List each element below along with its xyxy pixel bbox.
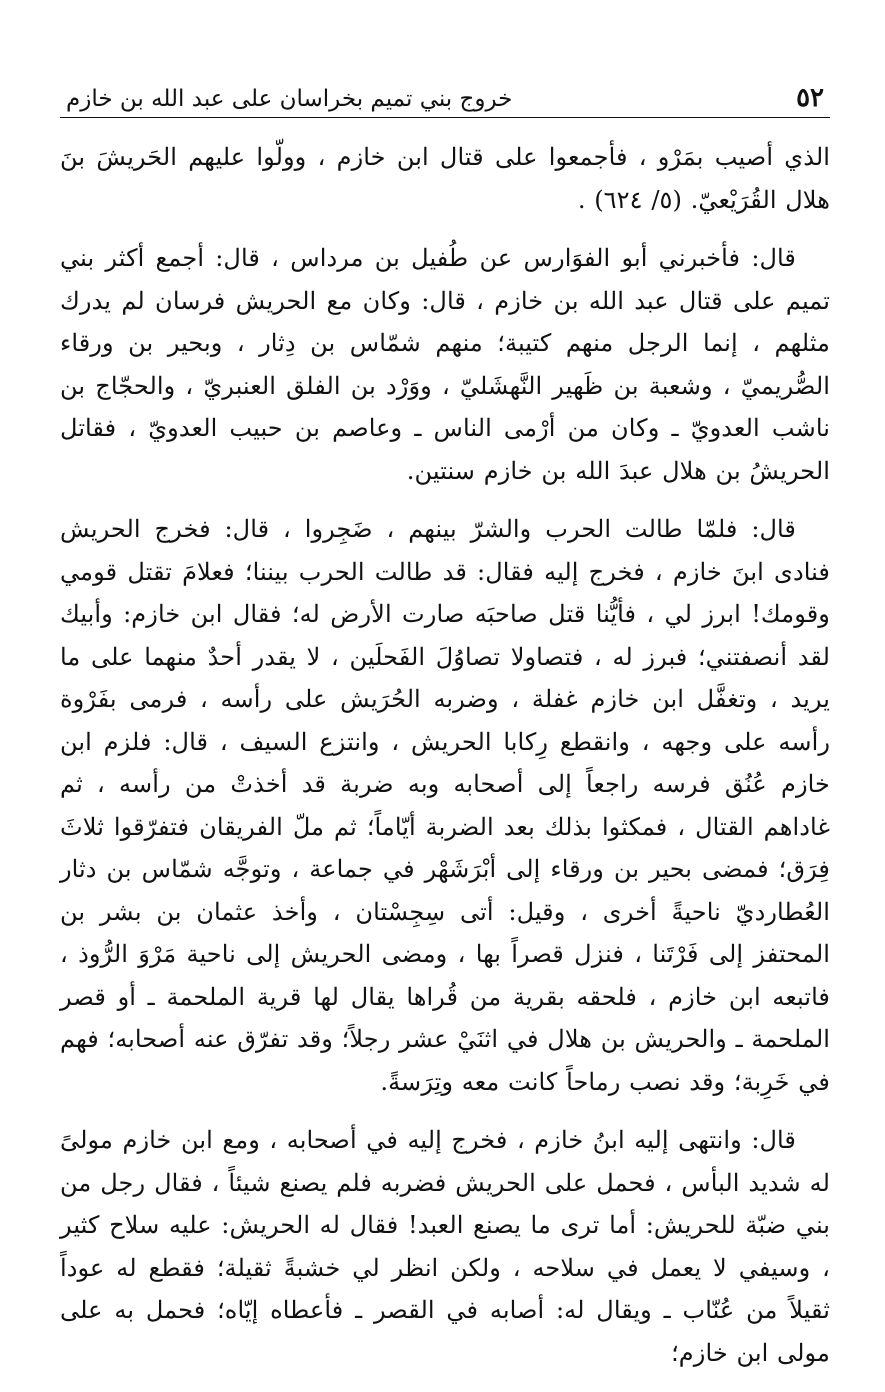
page-number: ٥٢ (796, 83, 824, 113)
paragraph: الذي أصيب بمَرْو ، فأجمعوا على قتال ابن خازم ، وولّوا عليهم الحَريشَ بنَ هلال القُرَيْعيّ. (٥/ ٦٢٤) . (60, 143, 830, 214)
paragraph: قال: فأخبرني أبو الفوَارس عن طُفيل بن مرداس ، قال: أجمع أكثر بني تميم على قتال عبد الله بن خازم ، قال: وكان مع الحريش فرسان لم يدرك مثلهم ، إنما الرجل منهم كتيبة؛ منهم شمّاس بن دِثار ، وبحير بن ورقاء الصُّريميّ ، وشعبة بن ظَهير النَّهشَليّ ، ووَرْد بن الفلق العنبريّ ، والحجّاج بن ناشب العدويّ ـ وكان من أرْمى الناس ـ وعاصم بن حبيب العدويّ ، فقاتل الحريشُ بن هلال عبدَ الله بن خازم سنتين. (60, 244, 830, 485)
paragraph: قال: فلمّا طالت الحرب والشرّ بينهم ، ضَجِروا ، قال: فخرج الحريش فنادى ابنَ خازم ، فخرج إليه فقال: قد طالت الحرب بيننا؛ فعلامَ تقتل قومي وقومك! ابرز لي ، فأيُّنا قتل صاحبَه صارت الأرض له؛ فقال ابن خازم: وأبيك لقد أنصفتني؛ فبرز له ، فتصاولا تصاوُلَ الفَحلَين ، لا يقدر أحدٌ منهما على ما يريد ، وتغفَّل ابن خازم غفلة ، وضربه الحُرَيش على رأسه ، فرمى بفَرْوة رأسه على وجهه ، وانقطع رِكابا الحريش ، وانتزع السيف ، قال: فلزم ابن خازم عُنُق فرسه راجعاً إلى أصحابه وبه ضربة قد أخذتْ من رأسه ، ثم غاداهم القتال ، فمكثوا بذلك بعد الضربة أيّاماً؛ ثم ملّ الفريقان فتفرّقوا ثلاثَ فِرَق؛ فمضى بحير بن ورقاء إلى أبْرَشَهْر في جماعة ، وتوجَّه شمّاس بن دثار العُطارديّ ناحيةً أخرى ، وقيل: أتى سِجِسْتان ، وأخذ عثمان بن بشر بن المحتفز إلى فَرْتَنا ، فنزل قصراً بها ، ومضى الحريش إلى ناحية مَرْوَ الرُّوذ ، فاتبعه ابن خازم ، فلحقه بقرية من قُراها يقال لها قرية الملحمة ـ أو قصر الملحمة ـ والحريش بن هلال في اثنَيْ عشر رجلاً؛ وقد تفرّق عنه أصحابه؛ فهم في خَرِبة؛ وقد نصب رماحاً كانت معه وتِرَسةً. (60, 515, 830, 1096)
body-text (60, 136, 830, 1374)
book-page (60, 66, 830, 1366)
paragraph: قال: وانتهى إليه ابنُ خازم ، فخرج إليه في أصحابه ، ومع ابن خازم مولىً له شديد البأس ، فحمل على الحريش فضربه فلم يصنع شيئاً ، فقال رجل من بني ضبّة للحريش: أما ترى ما يصنع العبد! فقال له الحريش: عليه سلاح كثير ، وسيفي لا يعمل في سلاحه ، ولكن انظر لي خشبةً ثقيلة؛ فقطع له عوداً ثقيلاً من عُنّاب ـ ويقال له: أصابه في القصر ـ فأعطاه إيّاه؛ فحمل به على مولى ابن خازم؛ (60, 1126, 830, 1367)
chapter-title: خروج بني تميم بخراسان على عبد الله بن خازم (66, 86, 513, 112)
running-header (60, 66, 830, 118)
